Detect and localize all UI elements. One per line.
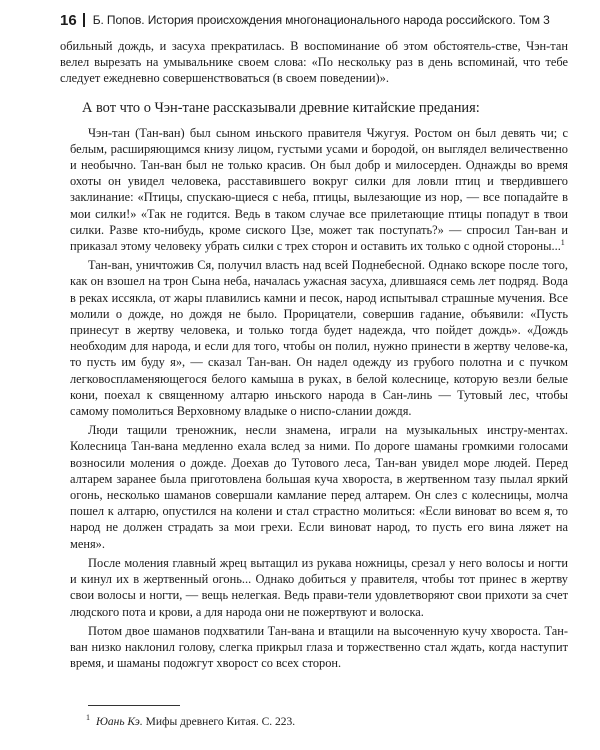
footnote-author: Юань Кэ. (96, 715, 143, 728)
footnote-divider (88, 705, 180, 706)
footnote-reference: 1 (560, 237, 565, 247)
quote-paragraph: Потом двое шаманов подхватили Тан-вана и втащили на высоченную кучу хвороста. Тан-ван низко наклонил голову, слегка прикрыл глаза и торжественно стал ждать, когда наступит время, и шаманы подожгут хворост со всех сторон. (70, 623, 568, 671)
lead-paragraph: А вот что о Чэн-тане рассказывали древние китайские предания: (82, 99, 480, 116)
running-title: Б. Попов. История происхождения многонационального народа российского. Том 3 (92, 13, 550, 27)
page-header (60, 9, 580, 31)
quote-paragraph: Тан-ван, уничтожив Ся, получил власть над всей Поднебесной. Однако вскоре после того, как он взошел на трон Сына неба, началась ужасная засуха, длившаяся семь лет подряд. Вода в реках иссякла, от жары плавились камни и песок, народ испытывал страшные мучения. Все молили о дожде, но дождя не было. Прорицатели, совершив гадание, объявили: «Пусть принесут в жертву человека, и только тогда будет надежда, что пойдет дождь». «Дождь необходим для народа, и если для того, чтобы он полил, нужно принести в жертву челове-ка, то пусть им буду я», — сказал Тан-ван. Он надел одежду из грубого полотна и с пучком легковоспламеняющегося белого камыша в руках, в белой колеснице, которую везли белые кони, поехал к священному алтарю иньского народа в Сан-линь — Тутовый лес, чтобы самому помолиться Верховному владыке о ниспо-слании дождя. (70, 258, 568, 419)
header-separator (83, 13, 85, 27)
body-text (60, 38, 568, 674)
quote-paragraph-text: Чэн-тан (Тан-ван) был сыном иньского правителя Чжугуя. Ростом он был девять чи; с белым, расширяющимся книзу лицом, густыми усами и бородой, он выглядел величественно и необычно. Тан-ван был не только красив. Он был добр и милосерден. Однажды во время охоты он увидел человека, расставившего вокруг силки для ловли птиц и твердившего заклинание: «Птицы, спускаю-щиеся с неба, птицы, вылезающие из нор, — все попадайте в мои силки!» «Так не годится. Ведь в таком случае все прилетающие птицы попадут в твои силки. Разве кто-нибудь, кроме сиского Цзе, может так поступать?» — спросил Тан-ван и приказал этому человеку убрать силки с трех сторон и оставить их только с одной стороны... (70, 125, 568, 254)
footnote-number: 1 (86, 713, 90, 722)
quote-paragraph: После моления главный жрец вытащил из рукава ножницы, срезал у него волосы и ногти и кинул их в жертвенный огонь... Однако добиться у правителя, чтобы тот принес в жертву свои волосы и ногти, — вещь нелегкая. Ведь прави-тели удовлетворяют свои прихоти за счет людского пота и крови, а для народа они не пожертвуют и волоска. (70, 555, 568, 619)
quote-paragraph: Люди тащили треножник, несли знамена, играли на музыкальных инстру-ментах. Колесница Тан-вана медленно ехала вслед за ними. По дороге шаманы громкими голосами возносили моления о дожде. Доехав до Тутового леса, Тан-ван увидел море людей. Перед алтарем заранее была приготовлена большая куча хвороста, в жертвенном тазу пылал яркий огонь, несколько шаманов совершали камлание перед алтарем. Он слез с колесницы, молча пошел к алтарю, опустился на колени и стал страстно молиться: «Если виноват во всем я, то народ не должен страдать за мои грехи. Если виноват народ, то пусть его вина ляжет на меня». (70, 423, 568, 551)
footnote (86, 713, 295, 728)
paragraph: обильный дождь, и засуха прекратилась. В воспоминание об этом обстоятель-стве, Чэн-тан велел вырезать на умывальнике своем слова: «По нескольку раз в день вспоминай, что тебе следует ежедневно совершенствоваться (в своем поведении)». (60, 39, 568, 86)
quote-paragraph (70, 125, 568, 255)
page-number: 16 (60, 11, 77, 29)
footnote-text: Мифы древнего Китая. С. 223. (145, 715, 296, 728)
